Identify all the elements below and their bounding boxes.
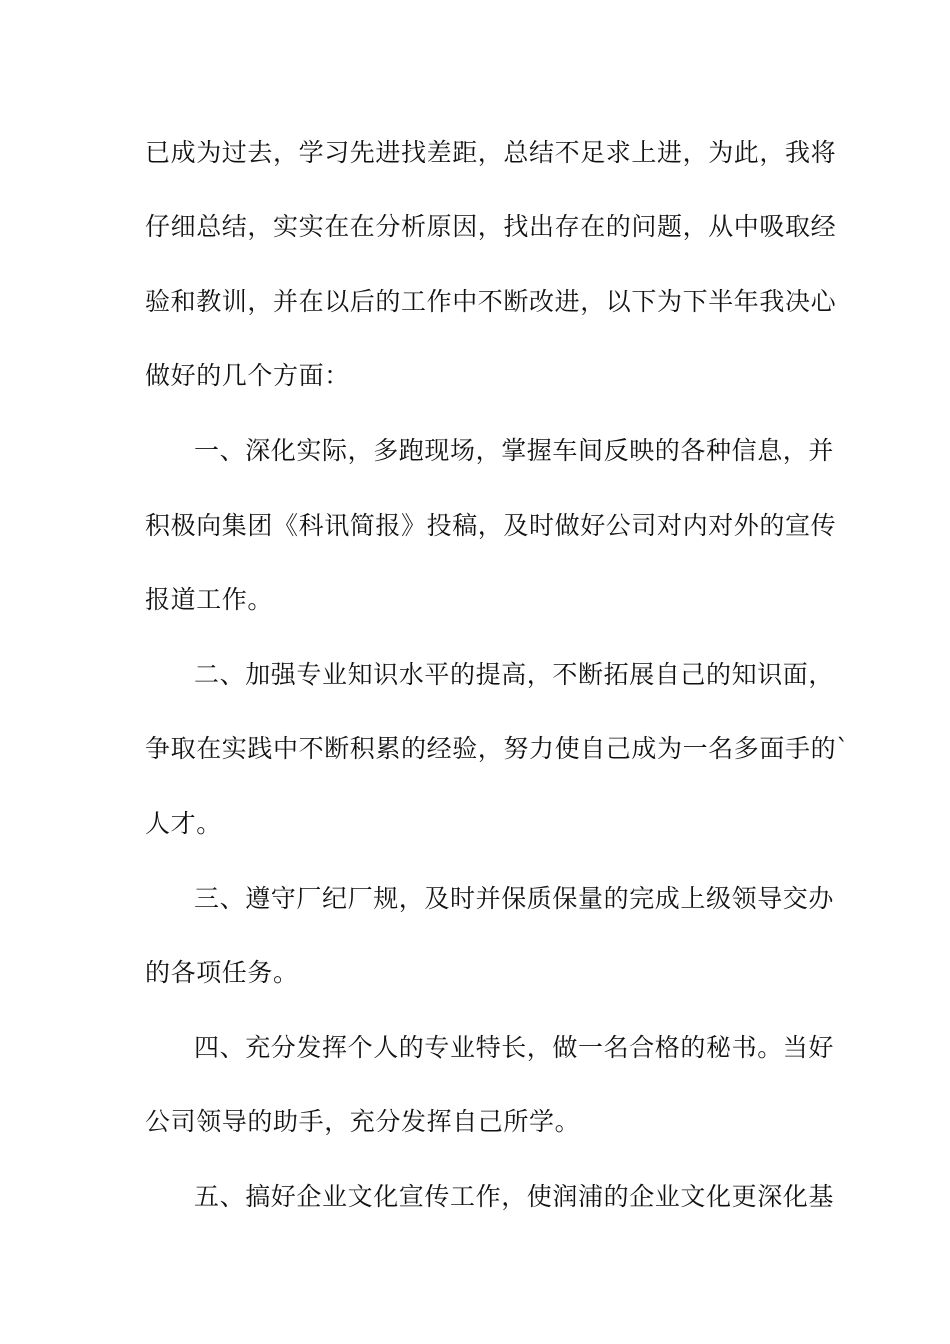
paragraph-first-line: 二、加强专业知识水平的提高，不断拓展自己的知识面， [194, 660, 835, 689]
paragraph-first-line: 一、深化实际，多跑现场，掌握车间反映的各种信息，并 [194, 436, 835, 465]
text-line: 的各项任务。 [145, 958, 299, 987]
paragraph-first-line: 四、充分发挥个人的专业特长，做一名合格的秘书。当好 [194, 1033, 835, 1062]
text-line: 争取在实践中不断积累的经验，努力使自己成为一名多面手的` [145, 734, 850, 763]
text-line: 已成为过去，学习先进找差距，总结不足求上进，为此，我将 [145, 138, 837, 167]
text-line: 做好的几个方面： [145, 361, 350, 390]
text-line: 仔细总结，实实在在分析原因，找出存在的问题，从中吸取经 [145, 212, 837, 241]
paragraph-first-line: 三、遵守厂纪厂规，及时并保质保量的完成上级领导交办 [194, 884, 835, 913]
text-line: 公司领导的助手，充分发挥自己所学。 [145, 1107, 581, 1136]
text-line: 验和教训，并在以后的工作中不断改进，以下为下半年我决心 [145, 287, 837, 316]
text-line: 人才。 [145, 809, 222, 838]
text-line: 报道工作。 [145, 585, 274, 614]
text-line: 积极向集团《科讯简报》投稿，及时做好公司对内对外的宣传 [145, 511, 837, 540]
paragraph-first-line: 五、搞好企业文化宣传工作，使润浦的企业文化更深化基 [194, 1182, 835, 1211]
